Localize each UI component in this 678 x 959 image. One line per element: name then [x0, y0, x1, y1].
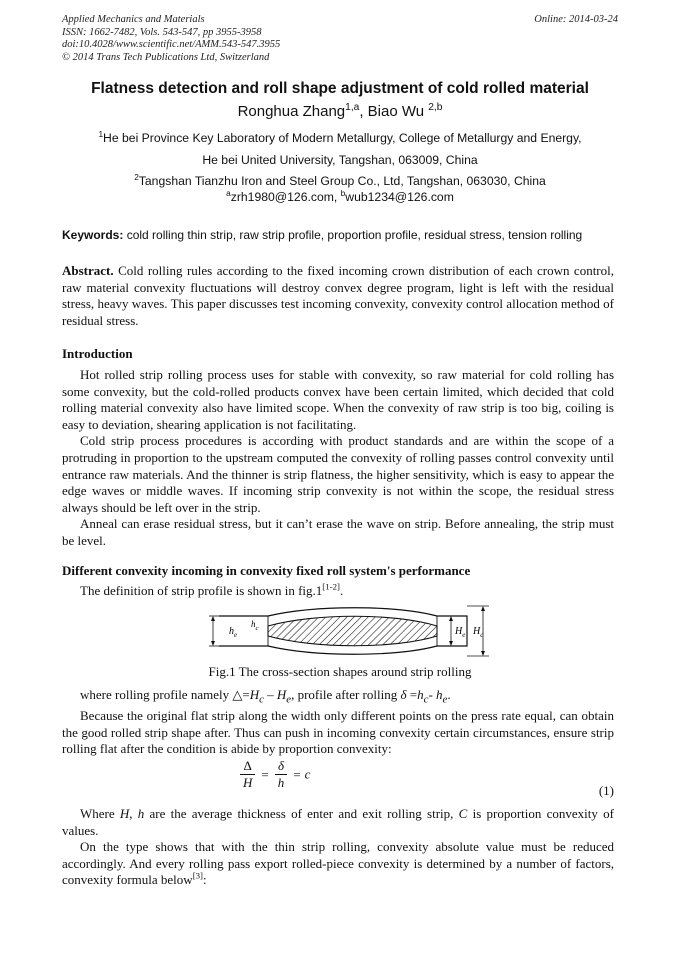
intro-paragraph-1: Hot rolled strip rolling process uses for stable with convexity, so raw material for cold rolling has some convexity, but the cold-rolled products convex have been certain limited, which decided that cold rolling material convexity also have limited scope. When the convexity of raw strip is too big, coiling is easy to deviation, shearing application is not facilitating.: [62, 367, 614, 432]
keywords-text: cold rolling thin strip, raw strip profile, proportion profile, residual stress, tension rolling: [123, 228, 583, 242]
label-h-e: $h_e$: [229, 626, 238, 639]
journal-header: [62, 14, 618, 64]
section-2-body-2: [62, 806, 614, 889]
intro-paragraph-3: Anneal can erase residual stress, but it can’t erase the wave on strip. Before annealing, the strip must be level.: [62, 516, 614, 548]
email-line: [62, 187, 618, 204]
label-h-c: $h_c$: [251, 619, 259, 632]
figure-reference-line: [62, 583, 614, 600]
rolled-strip-section: [268, 616, 437, 646]
section-2-heading: Different convexity incoming in convexity fixed roll system's performance: [62, 563, 471, 578]
journal-name: Applied Mechanics and Materials: [62, 14, 205, 25]
affiliation-1-line-2: He bei United University, Tangshan, 063009, China: [202, 153, 478, 167]
keywords-label: Keywords:: [62, 228, 124, 242]
keywords: [62, 228, 618, 242]
figure-ref-text: The definition of strip profile is shown in fig.1: [80, 583, 323, 598]
label-H-c: $H_c$: [473, 626, 484, 639]
abstract: [62, 263, 614, 329]
author-1-sup: 1,a: [345, 102, 360, 113]
equation-1: $\frac{\Delta}{H}$ = $\frac{\delta}{h}$ = c: [238, 758, 310, 791]
copyright-line: © 2014 Trans Tech Publications Ltd, Switzerland: [62, 51, 270, 63]
abstract-text: Cold rolling rules according to the fixed incoming crown distribution of each crown control, raw material convexity fluctuations will destroy convex degree program, light is left with the residual stress, heavy waves. This paper discusses test incoming convexity, convexity control allocation method of residual stress.: [62, 263, 614, 328]
eq-fraction-1: $\frac{\Delta}{H}$: [240, 758, 255, 791]
intro-paragraph-2: Cold strip process procedures is according with product standards and are within the scope of a protruding in proportion to the upstream computed the convexity of rolling passes control convexity until entrance raw materials. And the thinner is strip flatness, the higher sensitivity, which is easy to appear the edge waves or middle waves. If incoming strip convexity is not within the scope, the residual stress always should be left over in the strip.: [62, 433, 614, 515]
email-a: zrh1980@126.com,: [230, 190, 341, 204]
citation-3: [3]: [192, 871, 203, 882]
equation-number: (1): [598, 783, 614, 798]
author-1: Ronghua Zhang: [237, 103, 346, 120]
affiliation-1-line-1: [62, 128, 618, 145]
figure-ref-end: .: [339, 583, 344, 598]
paper-title: Flatness detection and roll shape adjustment of cold rolled material: [91, 80, 589, 97]
delta-lower-symbol: δ: [400, 687, 407, 702]
online-date: Online: 2014-03-24: [534, 14, 618, 25]
email-b: wub1234@126.com: [345, 190, 454, 204]
abstract-label: Abstract.: [62, 263, 114, 278]
proportion-paragraph: Because the original flat strip along the width only different points on the press rate equal, can obtain the good rolled strip shape after. Thus can push in incoming convexity certain circumstances, ensure strip rolling flat after the condition is abide by proportion convexity:: [62, 708, 614, 757]
eq-rhs: c: [304, 766, 311, 782]
label-H-e: $H_e$: [455, 626, 466, 639]
delta-symbol: △: [232, 687, 243, 702]
aff-2-text: Tangshan Tianzhu Iron and Steel Group Co., Ltd, Tangshan, 063030, China: [138, 174, 546, 188]
author-2-sup: 2,b: [428, 102, 443, 113]
author-line: [62, 103, 618, 120]
eq-fraction-2: $\frac{\delta}{h}$: [275, 758, 288, 791]
profile-definition-line: where rolling profile namely $\triangle=H_c - H_e$, profile after rolling $\delta =h_c-$ $h_e$.: [80, 687, 451, 706]
aff-1-sup: 1: [98, 128, 104, 139]
convexity-paragraph: On the type shows that with the thin strip rolling, convexity absolute value must be reduced accordingly. And every rolling pass export rolled-piece convexity is determined by a number of factors, convexity formula below[3]:: [62, 839, 614, 888]
where-paragraph: Where H, h are the average thickness of enter and exit rolling strip, C is proportion convexity of values.: [62, 806, 614, 838]
intro-heading: Introduction: [62, 346, 133, 361]
email-a-sup: a: [226, 187, 231, 198]
email-b-sup: b: [340, 187, 346, 198]
doi-line: doi:10.4028/www.scientific.net/AMM.543-547.3955: [62, 39, 281, 50]
intro-body: [62, 367, 614, 550]
section-2-body-1: [62, 687, 614, 758]
figure-caption: Fig.1 The cross-section shapes around strip rolling: [208, 664, 472, 679]
author-2: Biao Wu: [367, 103, 429, 120]
citation-1-2: [1-2]: [322, 581, 340, 592]
author-separator: ,: [359, 103, 368, 120]
aff-1-text: He bei Province Key Laboratory of Modern Metallurgy, College of Metallurgy and Energy,: [103, 131, 582, 145]
strip-cross-section-figure: [205, 603, 497, 659]
aff-2-sup: 2: [134, 171, 139, 182]
issn-line: ISSN: 1662-7482, Vols. 543-547, pp 3955-3958: [62, 26, 262, 38]
affiliation-2: [62, 171, 618, 188]
